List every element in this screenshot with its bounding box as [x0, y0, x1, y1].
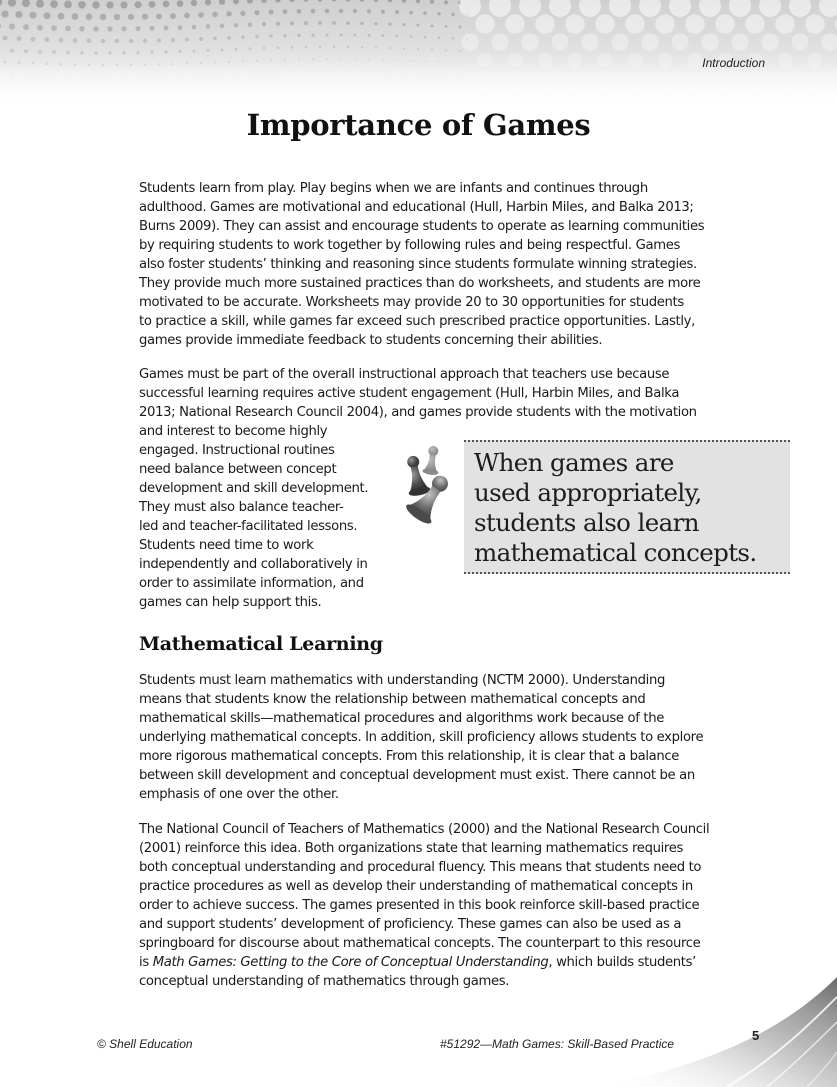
section-heading: Mathematical Learning	[139, 633, 383, 655]
text-line: means that students know the relationship between mathematical concepts and	[139, 692, 646, 707]
text-line: more rigorous mathematical concepts. From this relationship, it is clear that a balance	[139, 749, 680, 764]
text-line: springboard for discourse about mathematical concepts. The counterpart to this resource	[139, 936, 701, 951]
text-line: development and skill development.	[139, 481, 369, 496]
second-paragraph	[139, 365, 711, 441]
section-paragraph-1	[139, 671, 711, 804]
text-line: both conceptual understanding and procedural fluency. This means that students need to	[139, 860, 702, 875]
text-line: independently and collaboratively in	[139, 557, 368, 572]
text-line: conceptual understanding of mathematics through games.	[139, 974, 510, 989]
text-line: practice procedures as well as develop their understanding of mathematical concepts in	[139, 879, 693, 894]
text-line: mathematical skills—mathematical procedures and algorithms work because of the	[139, 711, 664, 726]
text-line: (2001) reinforce this idea. Both organizations state that learning mathematics requires	[139, 841, 683, 856]
corner-swoosh-decoration	[577, 977, 837, 1087]
text-line-with-title	[139, 953, 711, 972]
text-line: order to achieve success. The games presented in this book reinforce skill-based practice	[139, 898, 700, 913]
running-head: Introduction	[702, 56, 765, 70]
text-line: Students need time to work	[139, 538, 314, 553]
halftone-dots-decoration	[0, 0, 837, 110]
text-line: adulthood. Games are motivational and educational (Hull, Harbin Miles, and Balka 2013;	[139, 200, 694, 215]
text-fragment: is	[139, 955, 153, 970]
text-line: When games are	[474, 448, 674, 477]
text-line: by requiring students to work together by following rules and being respectful. Games	[139, 238, 680, 253]
footer-copyright: © Shell Education	[97, 1037, 193, 1051]
text-line: Students learn from play. Play begins when we are infants and continues through	[139, 181, 648, 196]
text-line: Burns 2009). They can assist and encourage students to operate as learning communities	[139, 219, 705, 234]
section-paragraph-2	[139, 820, 711, 991]
text-line: games can help support this.	[139, 595, 322, 610]
text-line: The National Council of Teachers of Mathematics (2000) and the National Research Council	[139, 822, 710, 837]
book-title-reference: Math Games: Getting to the Core of Conceptual Understanding	[152, 955, 549, 970]
text-line: need balance between concept	[139, 462, 337, 477]
text-line: emphasis of one over the other.	[139, 787, 339, 802]
game-pawns-icon	[398, 444, 462, 530]
text-line: 2013; National Research Council 2004), and games provide students with the motivation	[139, 405, 697, 420]
footer-book-title: #51292—Math Games: Skill-Based Practice	[440, 1037, 675, 1051]
text-fragment: , which builds students’	[548, 955, 696, 970]
text-line: games provide immediate feedback to students concerning their abilities.	[139, 333, 603, 348]
text-line: also foster students’ thinking and reasoning since students formulate winning strategies.	[139, 257, 697, 272]
text-line: They must also balance teacher-	[139, 500, 344, 515]
header-halftone-band	[0, 0, 837, 110]
text-line: successful learning requires active student engagement (Hull, Harbin Miles, and Balka	[139, 386, 680, 401]
text-line: They provide much more sustained practices than do worksheets, and students are more	[139, 276, 701, 291]
text-line: Games must be part of the overall instructional approach that teachers use because	[139, 367, 670, 382]
page-number: 5	[752, 1028, 760, 1043]
text-line: and interest to become highly	[139, 424, 328, 439]
text-line: between skill development and conceptual development must exist. There cannot be an	[139, 768, 695, 783]
text-line: led and teacher-facilitated lessons.	[139, 519, 358, 534]
text-line: and support students’ development of proficiency. These games can also be used as a	[139, 917, 682, 932]
text-line: motivated to be accurate. Worksheets may provide 20 to 30 opportunities for students	[139, 295, 684, 310]
text-line: to practice a skill, while games far exceed such prescribed practice opportunities. Lastly,	[139, 314, 695, 329]
text-line: Students must learn mathematics with understanding (NCTM 2000). Understanding	[139, 673, 666, 688]
text-line: mathematical concepts.	[474, 538, 757, 567]
text-line: underlying mathematical concepts. In addition, skill proficiency allows students to explore	[139, 730, 704, 745]
intro-paragraph	[139, 179, 711, 350]
text-line: students also learn	[474, 508, 699, 537]
pull-quote-callout	[464, 440, 790, 574]
page-title: Importance of Games	[246, 108, 591, 142]
text-line: engaged. Instructional routines	[139, 443, 335, 458]
text-line: used appropriately,	[474, 478, 702, 507]
text-line: order to assimilate information, and	[139, 576, 364, 591]
pull-quote-text	[474, 448, 790, 568]
second-paragraph-wrapped	[139, 441, 379, 612]
